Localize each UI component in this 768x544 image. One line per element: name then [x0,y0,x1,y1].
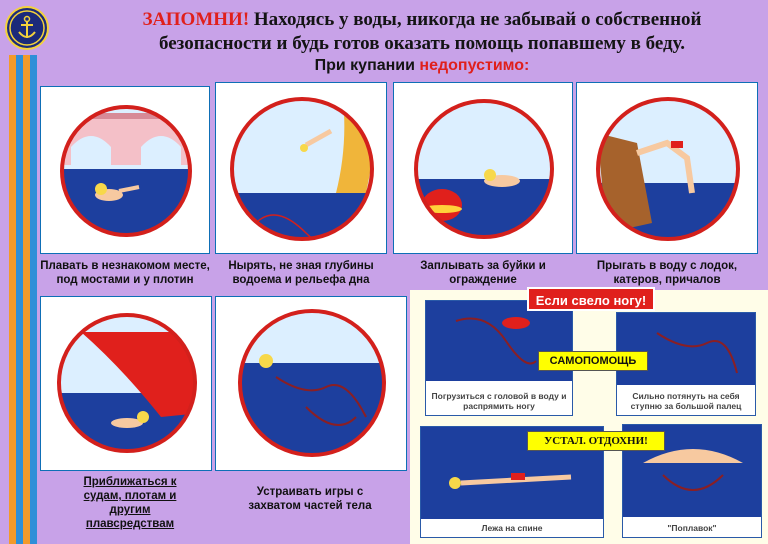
tip-caption: Погрузиться с головой в воду и распрямить ногу [431,391,567,411]
anchor-logo [5,6,49,50]
rule-caption: Приближаться к судам, плотам и другим плавсредствам [83,476,177,530]
rule-panel-boat-jump [576,82,758,254]
rule-panel-games [215,296,407,471]
rule-panel-buoy [393,82,573,254]
warning-line2: безопасности и будь готов оказать помощь попавшему в беду. [159,33,685,54]
warning-header [92,8,752,56]
section-title [92,57,752,75]
section-title-red: недопустимо: [419,57,530,74]
stripe-orange [23,55,30,544]
ship-illustration [41,297,212,471]
cramp-title: Если свело ногу! [527,287,655,311]
rule-caption: Устраивать игры с захватом частей тела [248,486,372,512]
rule-caption: Нырять, не зная глубины водоема и рельефа дна [228,260,374,286]
rule-caption: Плавать в незнакомом месте, под мостами и у плотин [40,260,210,286]
boat-jump-illustration [577,83,758,254]
warning-line1: Находясь у воды, никогда не забывай о собственной [253,9,702,30]
rule-panel-ship [40,296,212,471]
self-help-label: САМОПОМОЩЬ [538,351,648,371]
rule-panel-diving [215,82,387,254]
rule-caption: Прыгать в воду с лодок, катеров, причалов [596,260,738,286]
tired-rest-label: УСТАЛ. ОТДОХНИ! [527,431,665,451]
tip-caption: Сильно потянуть на себя ступню за большой палец [630,391,742,411]
anchor-icon [7,8,47,48]
warning-word: ЗАПОМНИ! [142,9,250,30]
tip-caption: "Поплавок" [667,523,717,533]
section-title-black: При купании [314,57,415,74]
stripe-blue [16,55,23,544]
rule-caption: Заплывать за буйки и ограждение [420,260,546,286]
stripe-orange [9,55,16,544]
water-games-illustration [216,297,407,471]
diving-illustration [216,83,387,254]
tip-caption: Лежа на спине [481,523,543,533]
rule-panel-bridge [40,86,210,254]
buoy-illustration [394,83,573,254]
stripe-blue [30,55,37,544]
bridge-swimmer-illustration [41,87,210,254]
